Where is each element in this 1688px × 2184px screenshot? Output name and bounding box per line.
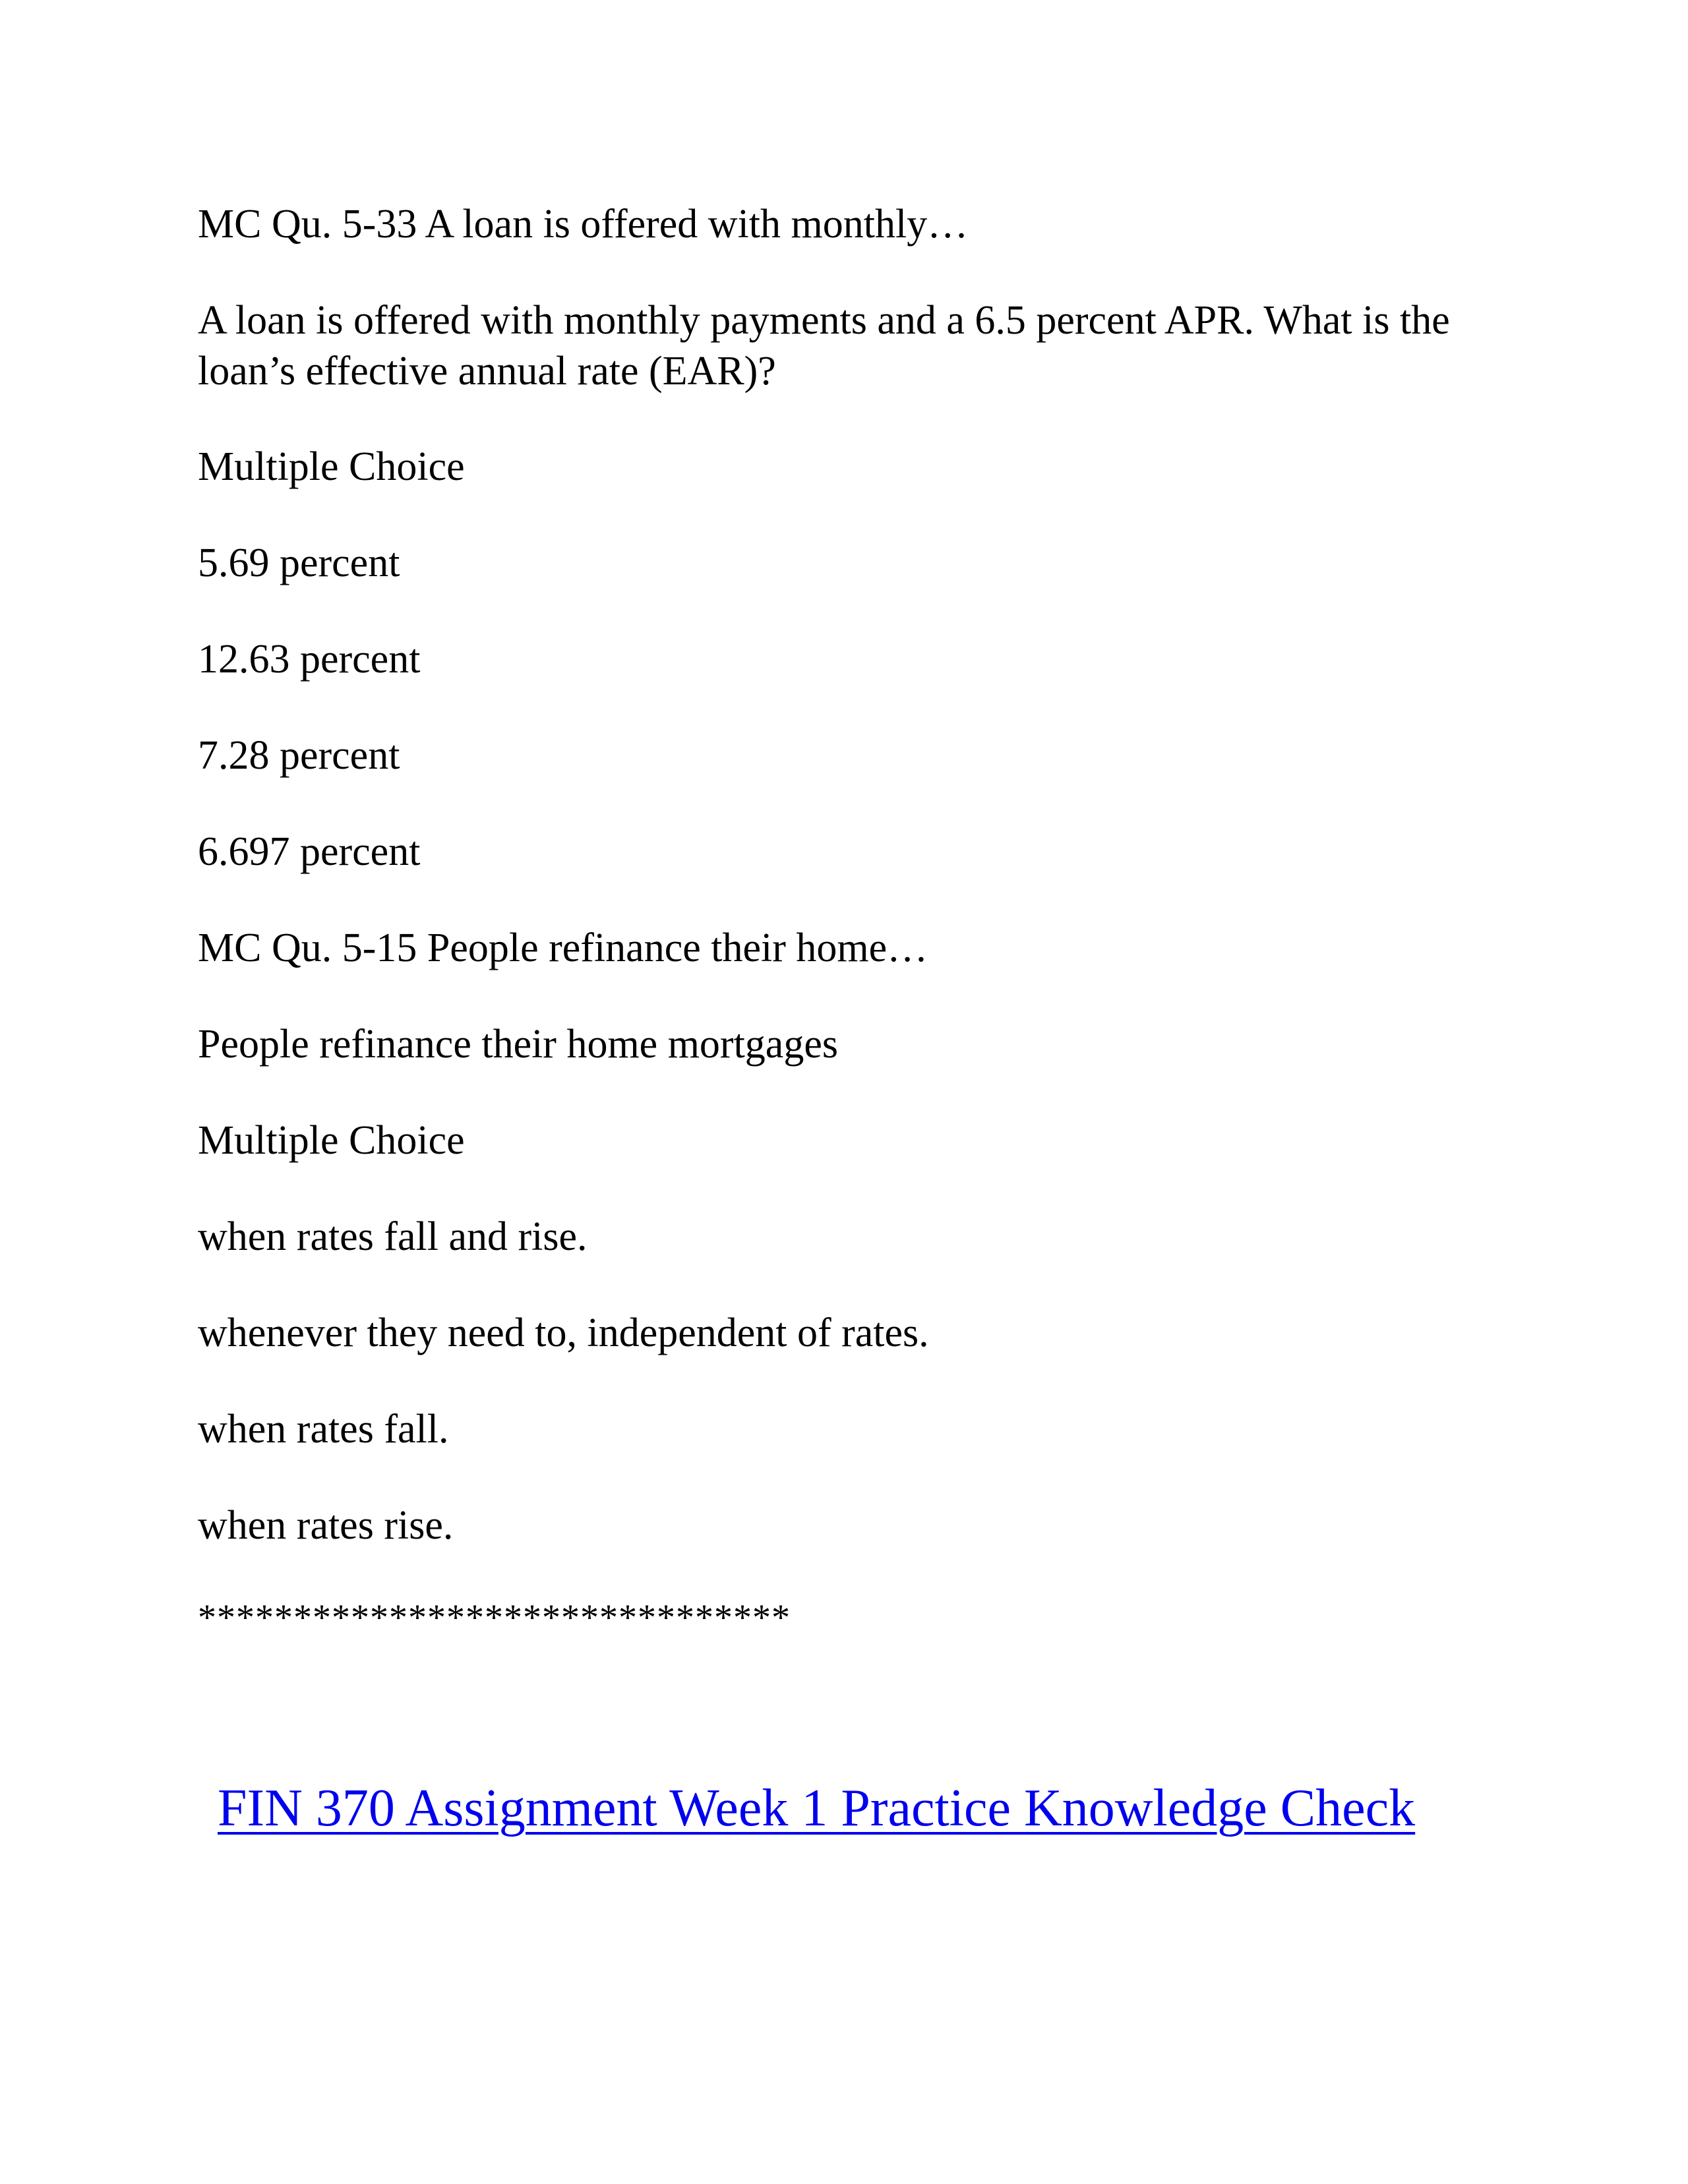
question1-option-4: 6.697 percent bbox=[198, 829, 421, 874]
question1-type-label: Multiple Choice bbox=[198, 444, 465, 489]
question1-text: A loan is offered with monthly payments and a 6.5 percent APR. What is the loan’s effective annual rate (EAR)? bbox=[198, 298, 1450, 394]
question1-option-2: 12.63 percent bbox=[198, 637, 421, 682]
separator-line: ******************************* bbox=[198, 1597, 791, 1638]
question2-option-1: when rates fall and rise. bbox=[198, 1214, 588, 1259]
question2-option-2: whenever they need to, independent of rates. bbox=[198, 1311, 929, 1355]
footer-assignment-link[interactable]: FIN 370 Assignment Week 1 Practice Knowledge Check bbox=[218, 1779, 1416, 1837]
question1-heading: MC Qu. 5-33 A loan is offered with monthly… bbox=[198, 202, 969, 247]
question2-heading: MC Qu. 5-15 People refinance their home… bbox=[198, 926, 928, 970]
question1-option-1: 5.69 percent bbox=[198, 541, 400, 585]
question1-option-3: 7.28 percent bbox=[198, 733, 400, 778]
question2-type-label: Multiple Choice bbox=[198, 1118, 465, 1163]
question2-option-4: when rates rise. bbox=[198, 1503, 454, 1548]
question2-option-3: when rates fall. bbox=[198, 1407, 449, 1452]
question2-text: People refinance their home mortgages bbox=[198, 1022, 838, 1067]
